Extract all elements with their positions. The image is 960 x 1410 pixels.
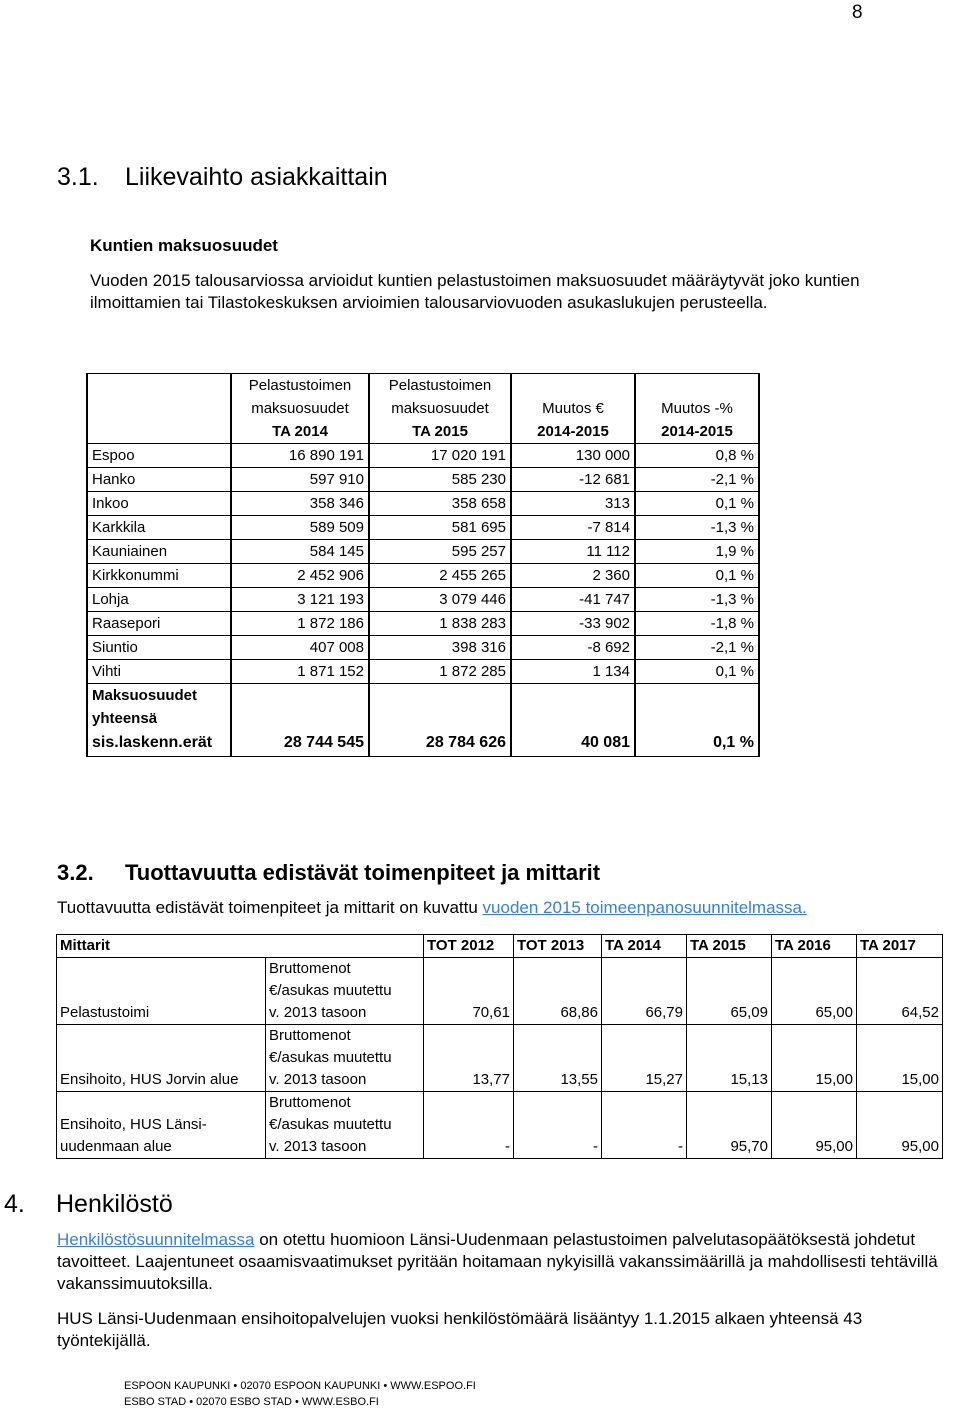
metric-label: v. 2013 tasoon: [269, 1138, 367, 1155]
municipality-name: Raasepori: [87, 612, 231, 636]
table-row: [87, 444, 759, 468]
table-row: [57, 958, 943, 1025]
municipality-name: Hanko: [87, 468, 231, 492]
change-pct-value: -2,1 %: [635, 468, 759, 492]
ta2015-value: 585 230: [369, 468, 511, 492]
ta2015-value: 1 872 285: [369, 660, 511, 684]
ta2015-value: 17 020 191: [369, 444, 511, 468]
table-row: [87, 660, 759, 684]
metric-label: Bruttomenot: [269, 1094, 351, 1111]
header-col4-line2: Muutos -%: [635, 397, 759, 420]
metric-value: -: [514, 1092, 602, 1159]
metric-label: Bruttomenot: [269, 1027, 351, 1044]
metric-value: 15,00: [857, 1025, 943, 1092]
subheading: Kuntien maksuosuudet: [90, 236, 278, 255]
metrics-header-cell: TA 2017: [857, 935, 943, 958]
metric-value: 65,00: [772, 958, 857, 1025]
table-row: [87, 636, 759, 660]
metrics-header-cell: TOT 2012: [424, 935, 514, 958]
change-pct-value: 0,1 %: [635, 564, 759, 588]
section-title: Henkilöstö: [56, 1190, 173, 1218]
total-label-line3: sis.laskenn.erät: [87, 730, 231, 757]
metrics-header-cell: Mittarit: [57, 935, 424, 958]
metrics-header-cell: TA 2015: [687, 935, 772, 958]
ta2015-value: 3 079 446: [369, 588, 511, 612]
total-label-line2: yhteensä: [87, 707, 231, 730]
unit-label: Ensihoito, HUS Länsi-: [60, 1116, 207, 1133]
change-pct-value: 0,8 %: [635, 444, 759, 468]
contribution-table: [86, 373, 760, 757]
section-heading-3-1: [57, 163, 388, 192]
metrics-header-cell: TA 2016: [772, 935, 857, 958]
ta2015-value: 1 838 283: [369, 612, 511, 636]
ta2015-value: 398 316: [369, 636, 511, 660]
municipality-name: Siuntio: [87, 636, 231, 660]
ta2014-value: 597 910: [231, 468, 369, 492]
municipality-name: Lohja: [87, 588, 231, 612]
unit-label: uudenmaan alue: [60, 1138, 172, 1155]
total-pct: 0,1 %: [635, 730, 759, 757]
section-number: 3.2.: [57, 860, 94, 885]
ta2015-value: 581 695: [369, 516, 511, 540]
header-col3-line3: 2014-2015: [511, 420, 635, 444]
municipality-name: Karkkila: [87, 516, 231, 540]
section-title: Liikevaihto asiakkaittain: [125, 163, 388, 191]
staff-plan-link[interactable]: Henkilöstösuunnitelmassa: [57, 1230, 255, 1249]
metric-value: 95,00: [857, 1092, 943, 1159]
total-change: 40 081: [511, 730, 635, 757]
metric-value: 95,00: [772, 1092, 857, 1159]
ta2014-value: 16 890 191: [231, 444, 369, 468]
change-value: -8 692: [511, 636, 635, 660]
change-value: -12 681: [511, 468, 635, 492]
table-row: [57, 1092, 943, 1159]
metric-label: €/asukas muutettu: [269, 982, 392, 999]
metric-value: 65,09: [687, 958, 772, 1025]
header-col2-line2: maksuosuudet: [369, 397, 511, 420]
metric-cell: [266, 1092, 424, 1159]
change-pct-value: -2,1 %: [635, 636, 759, 660]
footer: [124, 1378, 476, 1410]
municipality-name: Kirkkonummi: [87, 564, 231, 588]
change-pct-value: 0,1 %: [635, 492, 759, 516]
ta2014-value: 407 008: [231, 636, 369, 660]
change-pct-value: -1,3 %: [635, 516, 759, 540]
metric-label: v. 2013 tasoon: [269, 1071, 367, 1088]
productivity-paragraph: [57, 898, 807, 918]
table1-body: [87, 444, 759, 684]
metric-cell: [266, 958, 424, 1025]
metric-value: -: [424, 1092, 514, 1159]
ta2015-value: 358 658: [369, 492, 511, 516]
ta2015-value: 595 257: [369, 540, 511, 564]
metric-value: 15,00: [772, 1025, 857, 1092]
table-row: [87, 468, 759, 492]
change-value: -41 747: [511, 588, 635, 612]
metric-value: 68,86: [514, 958, 602, 1025]
table-row: [87, 564, 759, 588]
ta2014-value: 358 346: [231, 492, 369, 516]
metric-value: 13,77: [424, 1025, 514, 1092]
metric-value: 15,13: [687, 1025, 772, 1092]
change-value: 1 134: [511, 660, 635, 684]
header-col3-line2: Muutos €: [511, 397, 635, 420]
ta2014-value: 584 145: [231, 540, 369, 564]
total-label-line1: Maksuosuudet: [87, 684, 231, 708]
unit-cell: [57, 958, 266, 1025]
footer-line-2: ESBO STAD • 02070 ESBO STAD • WWW.ESBO.FI: [124, 1396, 379, 1408]
unit-cell: [57, 1025, 266, 1092]
change-value: 313: [511, 492, 635, 516]
footer-line-1: ESPOON KAUPUNKI • 02070 ESPOON KAUPUNKI • WWW.ESPOO.FI: [124, 1380, 476, 1392]
staff-plan-paragraph: [57, 1229, 947, 1295]
header-col1-line2: maksuosuudet: [231, 397, 369, 420]
municipality-name: Kauniainen: [87, 540, 231, 564]
metric-value: 13,55: [514, 1025, 602, 1092]
unit-label: Pelastustoimi: [60, 1004, 150, 1021]
section-heading-4: [4, 1190, 173, 1219]
header-col1-line3: TA 2014: [231, 420, 369, 444]
municipality-name: Espoo: [87, 444, 231, 468]
section-title: Tuottavuutta edistävät toimenpiteet ja mittarit: [125, 860, 601, 885]
unit-label: Ensihoito, HUS Jorvin alue: [60, 1071, 239, 1088]
metric-value: 64,52: [857, 958, 943, 1025]
ta2014-value: 3 121 193: [231, 588, 369, 612]
header-col2-line1: Pelastustoimen: [369, 374, 511, 398]
table-row: [87, 516, 759, 540]
section-number: 4.: [4, 1190, 25, 1218]
total-ta2014: 28 744 545: [231, 730, 369, 757]
table-row: [87, 612, 759, 636]
municipality-name: Inkoo: [87, 492, 231, 516]
change-value: -33 902: [511, 612, 635, 636]
page-number: 8: [852, 2, 863, 23]
staff-increase-paragraph: HUS Länsi-Uudenmaan ensihoitopalvelujen vuoksi henkilöstömäärä lisääntyy 1.1.2015 alkaen yhteensä 43 työntekijällä.: [57, 1309, 863, 1350]
change-pct-value: -1,8 %: [635, 612, 759, 636]
change-value: 2 360: [511, 564, 635, 588]
unit-cell: [57, 1092, 266, 1159]
ta2014-value: 2 452 906: [231, 564, 369, 588]
municipality-name: Vihti: [87, 660, 231, 684]
ta2014-value: 1 871 152: [231, 660, 369, 684]
change-pct-value: 0,1 %: [635, 660, 759, 684]
change-value: 11 112: [511, 540, 635, 564]
action-plan-link[interactable]: vuoden 2015 toimeenpanosuunnitelmassa.: [482, 898, 807, 917]
ta2015-value: 2 455 265: [369, 564, 511, 588]
metric-label: v. 2013 tasoon: [269, 1004, 367, 1021]
header-col4-line3: 2014-2015: [635, 420, 759, 444]
change-value: -7 814: [511, 516, 635, 540]
total-ta2015: 28 784 626: [369, 730, 511, 757]
header-col1-line1: Pelastustoimen: [231, 374, 369, 398]
metric-label: €/asukas muutettu: [269, 1116, 392, 1133]
paragraph-text: Tuottavuutta edistävät toimenpiteet ja mittarit on kuvattu: [57, 898, 483, 917]
table-row: [87, 492, 759, 516]
metric-value: 15,27: [602, 1025, 687, 1092]
section-heading-3-2: [57, 860, 600, 886]
metric-value: 70,61: [424, 958, 514, 1025]
metrics-header-cell: TA 2014: [602, 935, 687, 958]
metric-value: 66,79: [602, 958, 687, 1025]
intro-paragraph: Vuoden 2015 talousarviossa arvioidut kuntien pelastustoimen maksuosuudet määräytyvät joko kuntien ilmoittamien tai Tilastokeskuksen arvioimien talousarviovuoden asukaslukujen perusteella.: [90, 271, 860, 312]
table-row: [87, 540, 759, 564]
table-row: [87, 588, 759, 612]
metric-value: -: [602, 1092, 687, 1159]
metric-value: 95,70: [687, 1092, 772, 1159]
header-col2-line3: TA 2015: [369, 420, 511, 444]
metrics-header-cell: TOT 2013: [514, 935, 602, 958]
change-value: 130 000: [511, 444, 635, 468]
metric-cell: [266, 1025, 424, 1092]
metric-label: Bruttomenot: [269, 960, 351, 977]
table-row: [57, 1025, 943, 1092]
change-pct-value: -1,3 %: [635, 588, 759, 612]
paragraph-text: on otettu huomioon Länsi-Uudenmaan pelastustoimen palvelutasopäätöksestä johdetut tavoitteet. Laajentuneet osaamisvaatimukset pyritään hoitamaan nykyisillä vakanssimäärillä ja mahdollisesti tehtävillä vakanssimuutoksilla.: [57, 1230, 938, 1293]
section-number: 3.1.: [57, 163, 99, 191]
metrics-table: [56, 934, 943, 1159]
metric-label: €/asukas muutettu: [269, 1049, 392, 1066]
ta2014-value: 1 872 186: [231, 612, 369, 636]
ta2014-value: 589 509: [231, 516, 369, 540]
change-pct-value: 1,9 %: [635, 540, 759, 564]
